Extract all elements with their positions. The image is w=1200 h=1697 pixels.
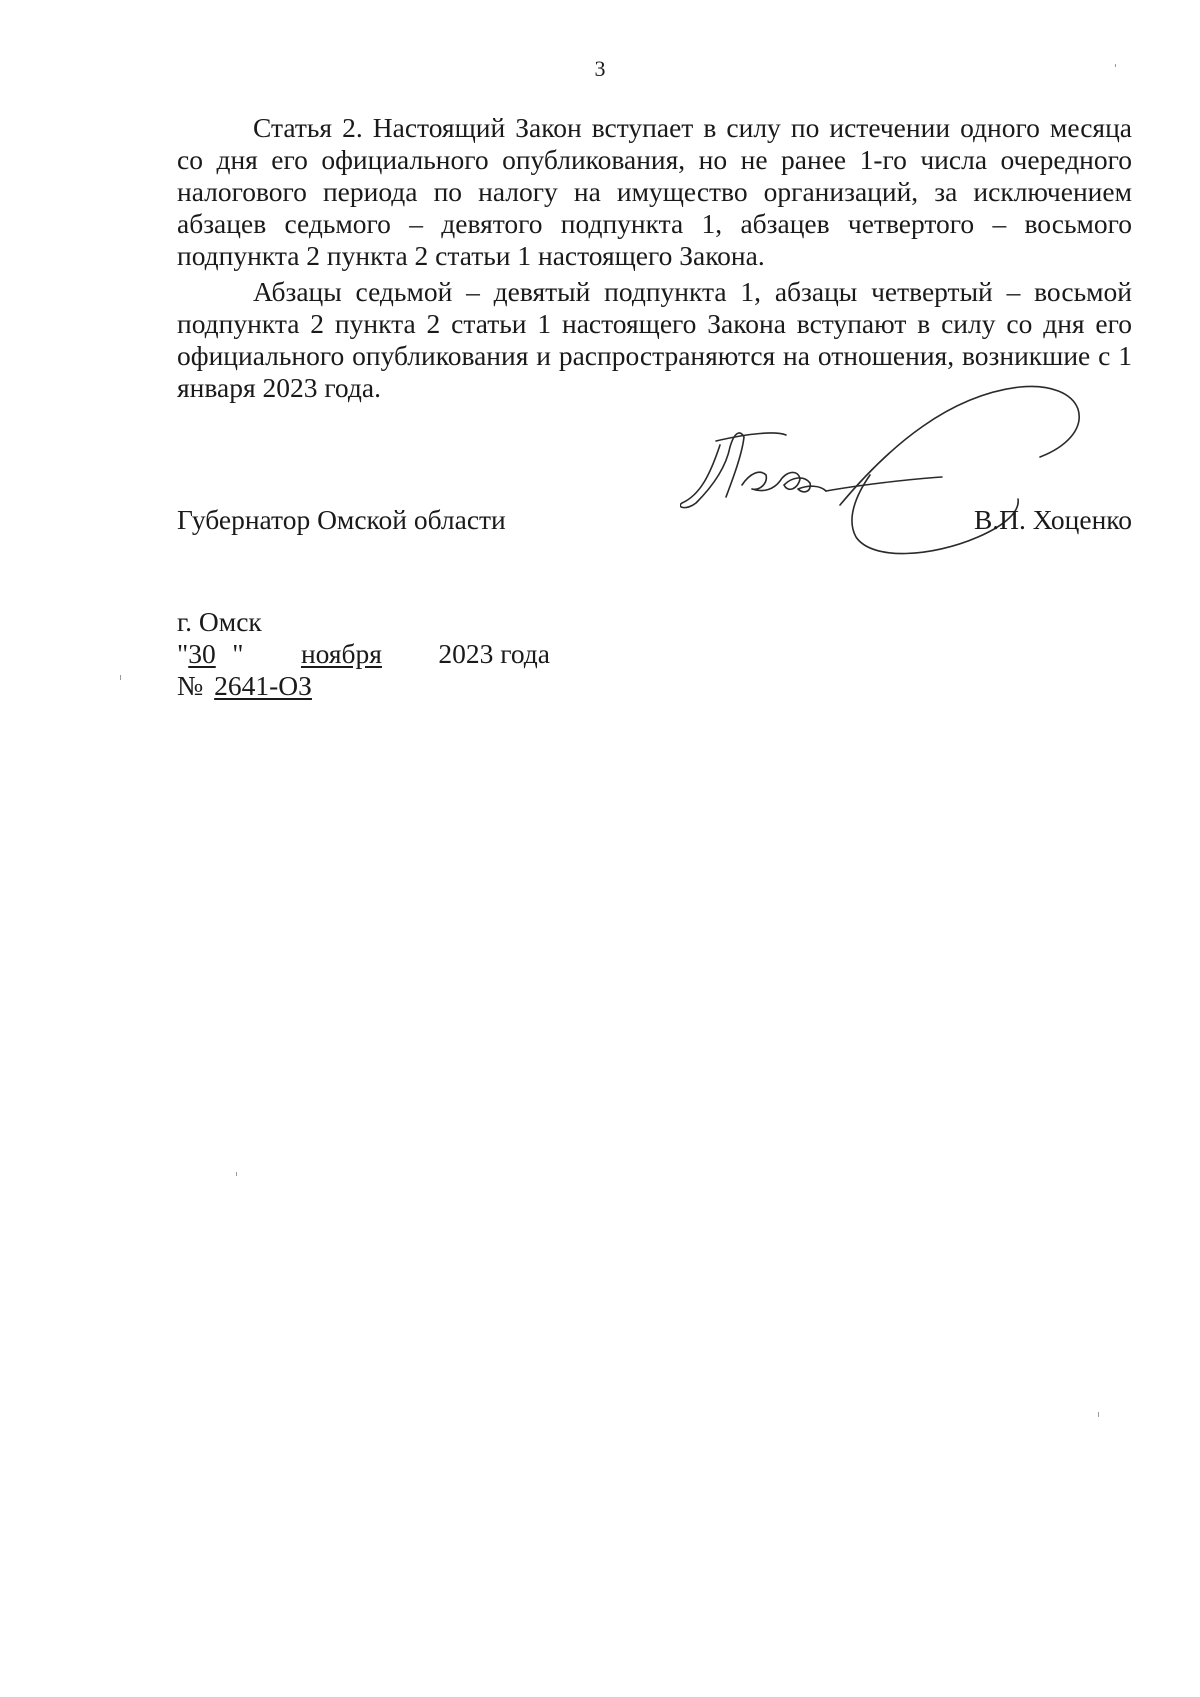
- governor-title: Губернатор Омской области: [177, 504, 506, 535]
- date-day: 30: [188, 638, 216, 669]
- article-2-paragraph: Статья 2. Настоящий Закон вступает в силу по истечении одного месяца со дня его официального опубликования, но не ранее 1-го числа очередного налогового периода по налогу на имущество организаций, за исключением абзацев седьмого – девятого подпункта 1, абзацев четвертого – восьмого подпункта 2 пункта 2 статьи 1 настоящего Закона.: [177, 112, 1132, 271]
- page-number: 3: [594, 56, 606, 81]
- signer-name: В.П. Хоценко: [973, 504, 1132, 535]
- date-month: ноября: [300, 638, 382, 669]
- number-sign: №: [177, 670, 204, 701]
- law-number: 2641-ОЗ: [214, 670, 312, 701]
- date-line: [177, 638, 550, 670]
- place-date-block: [177, 606, 550, 702]
- exceptions-paragraph: Абзацы седьмой – девятый подпункта 1, абзацы четвертый – восьмой подпункта 2 пункта 2 статьи 1 настоящего Закона вступают в силу со дня его официального опубликования и распространяются на отношения, возникшие с 1 января 2023 года.: [177, 276, 1132, 403]
- law-body: [177, 112, 1132, 408]
- city-line: г. Омск: [177, 606, 262, 637]
- handwritten-signature: [680, 385, 1110, 600]
- date-year: 2023 года: [438, 638, 550, 669]
- quote-close: ": [232, 638, 244, 669]
- law-number-line: [177, 670, 550, 702]
- quote-open: ": [177, 638, 189, 669]
